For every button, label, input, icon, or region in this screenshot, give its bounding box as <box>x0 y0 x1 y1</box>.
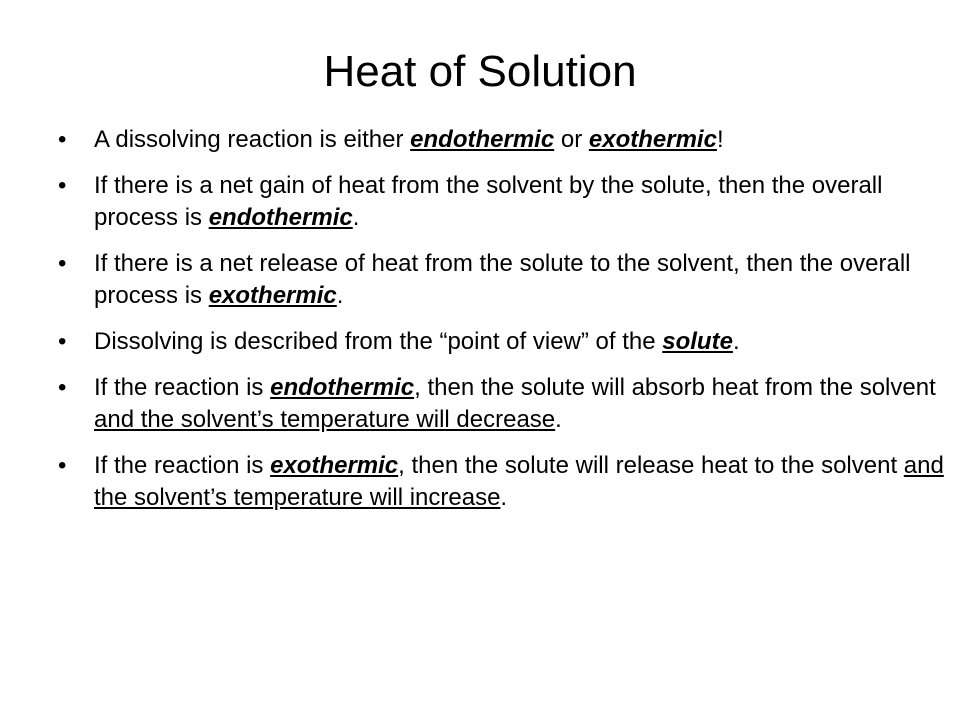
bullet-text: . <box>352 204 360 231</box>
bullet-text: If there is a net gain of heat from the solvent by the solute, then the overall process is <box>94 172 883 231</box>
bullet-marker: • <box>58 172 67 199</box>
emphasis-term: exothermic <box>208 282 337 309</box>
emphasis-term: solute <box>662 328 733 355</box>
bullet-item <box>58 248 948 312</box>
bullet-item <box>58 372 948 436</box>
bullet-text: . <box>555 406 562 433</box>
bullet-text: or <box>554 126 589 153</box>
bullet-item <box>58 124 948 156</box>
underlined-phrase: and the solvent’s temperature will increase <box>94 452 944 511</box>
bullet-text: A dissolving reaction is either <box>94 126 411 153</box>
bullet-text: , then the solute will absorb heat from the solvent <box>414 374 936 401</box>
bullet-item <box>58 326 948 358</box>
emphasis-term: endothermic <box>410 126 555 153</box>
bullet-text: . <box>500 484 508 511</box>
bullet-marker: • <box>58 374 67 401</box>
bullet-marker: • <box>58 452 67 479</box>
bullet-marker: • <box>58 250 67 277</box>
bullet-marker: • <box>58 328 67 355</box>
slide-title: Heat of Solution <box>323 47 637 96</box>
bullet-text: . <box>732 328 740 355</box>
emphasis-term: exothermic <box>270 452 399 479</box>
bullet-text: ! <box>716 126 724 153</box>
bullet-list <box>58 124 948 528</box>
bullet-text: Dissolving is described from the “point of view” of the <box>94 328 663 355</box>
emphasis-term: endothermic <box>270 374 415 401</box>
bullet-marker: • <box>58 126 67 153</box>
bullet-text: , then the solute will release heat to the solvent <box>398 452 904 479</box>
bullet-item <box>58 450 948 514</box>
emphasis-term: endothermic <box>208 204 353 231</box>
bullet-text: If the reaction is <box>94 452 271 479</box>
bullet-item <box>58 170 948 234</box>
emphasis-term: exothermic <box>588 126 717 153</box>
bullet-text: If the reaction is <box>94 374 271 401</box>
bullet-text: If there is a net release of heat from the solute to the solvent, then the overall process is <box>94 250 911 309</box>
underlined-phrase: and the solvent’s temperature will decrease <box>94 406 556 433</box>
bullet-text: . <box>336 282 344 309</box>
